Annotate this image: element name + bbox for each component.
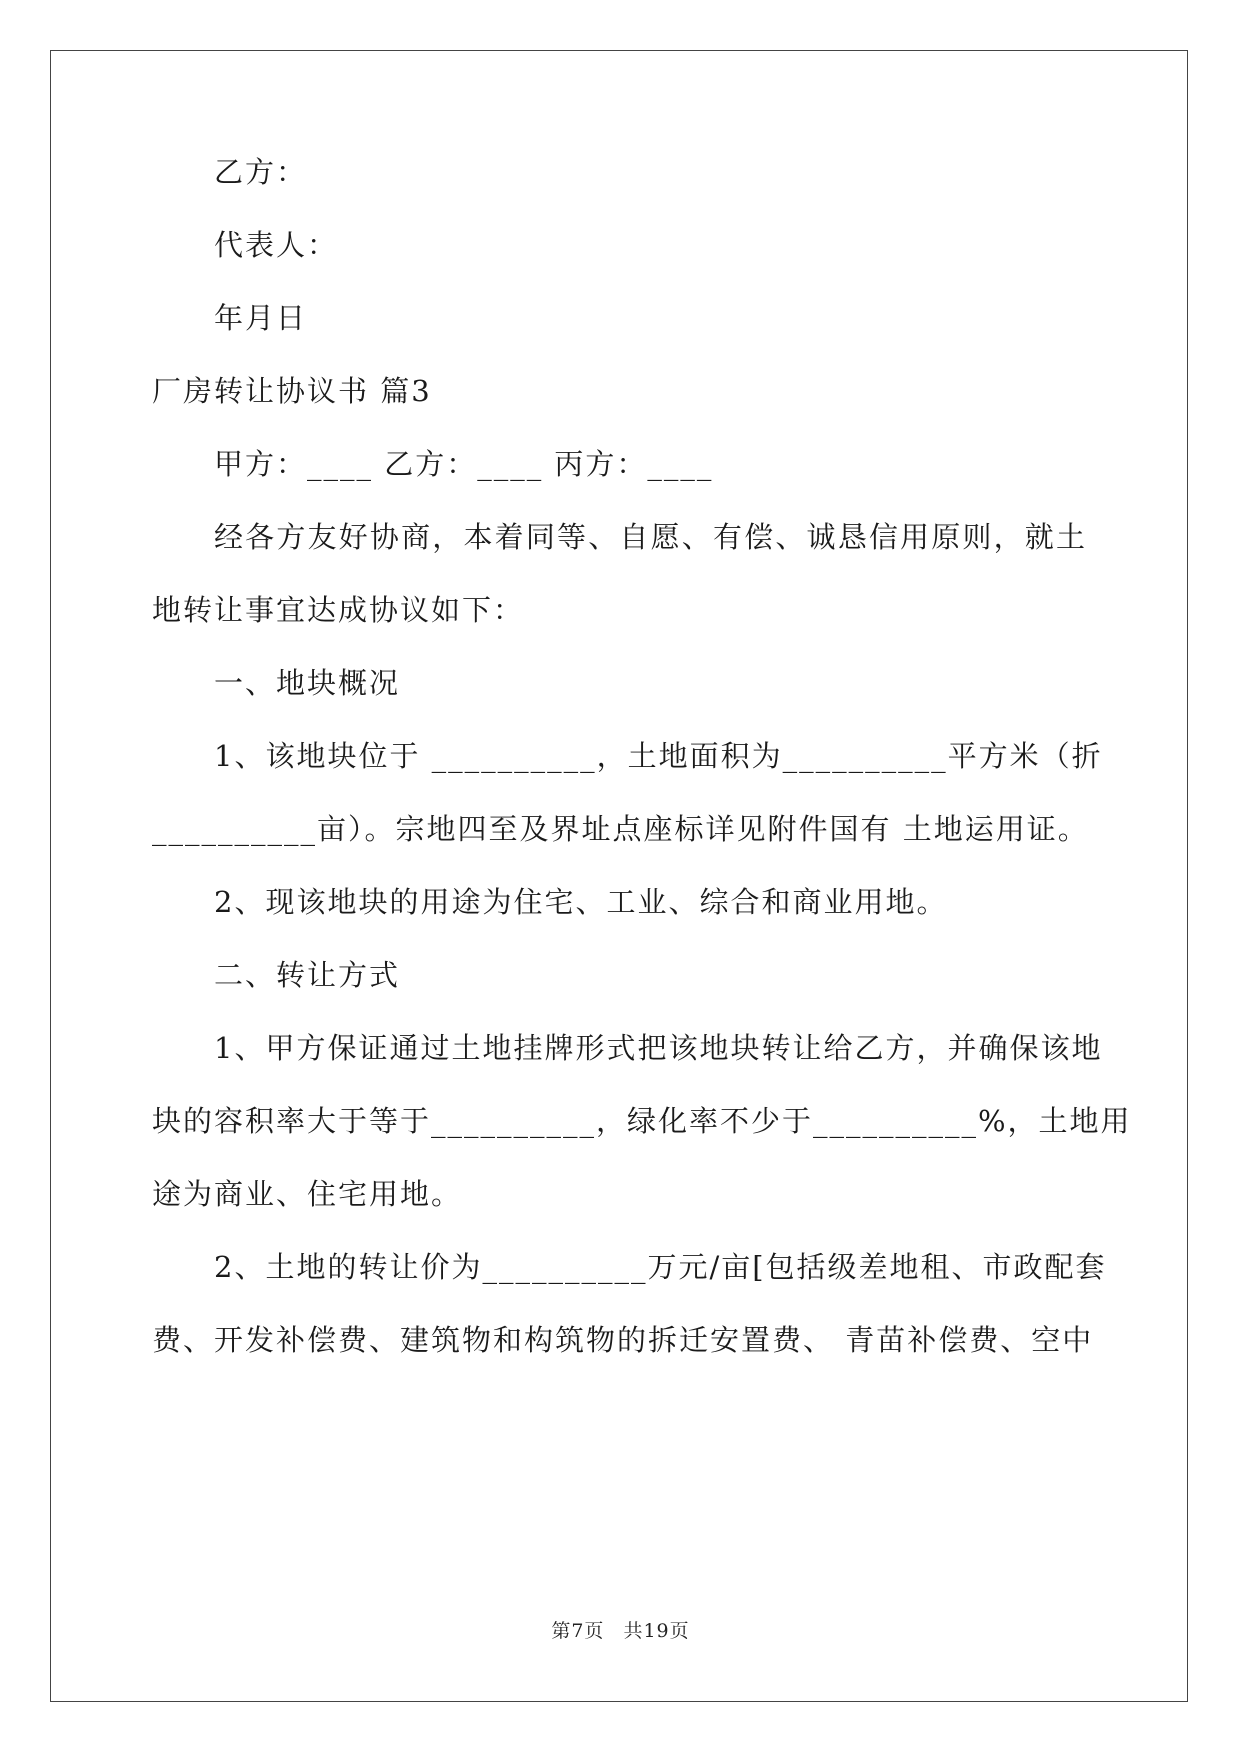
text-line: 地转让事宜达成协议如下： [152,593,525,627]
text-line: 块的容积率大于等于__________，绿化率不少于__________%，土地用 [152,1104,1132,1138]
page-total: 共19页 [623,1620,690,1642]
text-line: 年月日 [214,301,308,335]
page-footer [0,1616,1241,1643]
text-line: 经各方友好协商，本着同等、自愿、有偿、诚恳信用原则，就土 [214,520,1087,554]
text-line: 甲方：____ 乙方：____ 丙方：____ [214,447,714,481]
text-line: 一、地块概况 [214,666,401,700]
section-heading: 厂房转让协议书 篇3 [152,374,432,408]
text-line: 乙方： [214,155,308,189]
text-line: 2、土地的转让价为__________万元/亩[包括级差地租、市政配套 [214,1250,1107,1284]
text-line: 1、该地块位于 __________，土地面积为__________平方米（折 [214,739,1103,773]
text-line: 途为商业、住宅用地。 [152,1177,463,1211]
text-line: 2、现该地块的用途为住宅、工业、综合和商业用地。 [214,885,948,919]
text-line: __________亩）。宗地四至及界址点座标详见附件国有 土地运用证。 [152,812,1089,846]
page-number: 第7页 [551,1620,605,1642]
text-line: 二、转让方式 [214,958,401,992]
text-line: 代表人： [214,228,339,262]
text-line: 1、甲方保证通过土地挂牌形式把该地块转让给乙方，并确保该地 [214,1031,1103,1065]
text-line: 费、开发补偿费、建筑物和构筑物的拆迁安置费、 青苗补偿费、空中 [152,1323,1094,1357]
